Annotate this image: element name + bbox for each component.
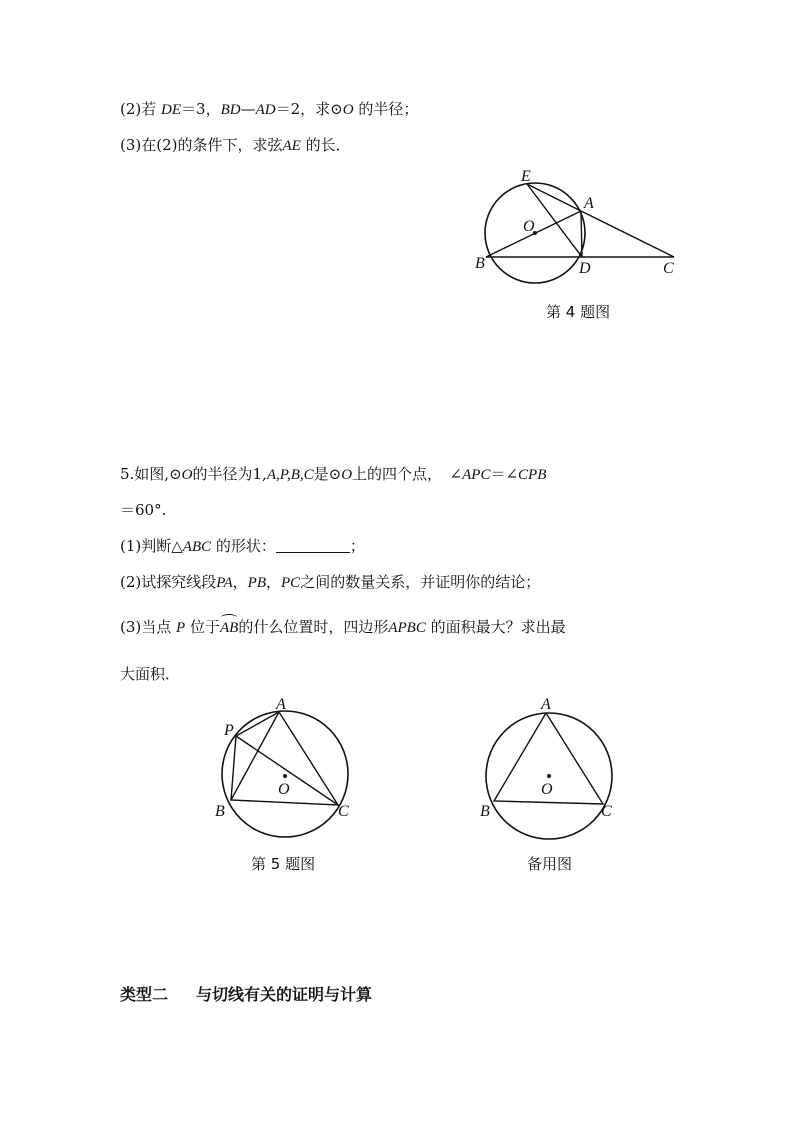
label-b: B xyxy=(215,803,225,820)
section-title: 与切线有关的证明与计算 xyxy=(196,985,373,1004)
text: (1)判断△ xyxy=(120,537,183,555)
text: BD xyxy=(220,102,241,118)
text: PB xyxy=(247,575,266,591)
label-c: C xyxy=(338,803,349,820)
label-c: C xyxy=(663,260,674,277)
label-a: A xyxy=(276,696,286,713)
label-b: B xyxy=(480,803,490,820)
text: 的面积最大？求出最 xyxy=(425,618,566,636)
text: 的形状： xyxy=(211,537,276,555)
text: ＝3， xyxy=(181,100,221,118)
text: 是⊙ xyxy=(313,465,342,483)
text: ABC xyxy=(182,539,212,555)
label-e: E xyxy=(521,168,531,185)
section-heading xyxy=(120,982,372,1005)
text: 的什么位置时，四边形 xyxy=(238,618,389,636)
text: CPB xyxy=(518,467,547,483)
text: (2)若 xyxy=(120,100,162,118)
text: P xyxy=(176,620,186,636)
q5-line2: ＝60°. xyxy=(120,501,167,519)
text: ＝∠ xyxy=(490,465,519,483)
text: DE xyxy=(161,102,182,118)
caption-fig4: 第 4 题图 xyxy=(546,303,611,321)
text: ， xyxy=(266,573,282,591)
text: O xyxy=(341,467,353,483)
label-b: B xyxy=(475,255,485,272)
label-p: P xyxy=(224,722,234,739)
text: 之间的数量关系，并证明你的结论； xyxy=(300,573,541,591)
arc-ab: AB xyxy=(219,620,239,636)
text: 上的四个点， ∠ xyxy=(352,465,463,483)
label-o: O xyxy=(541,781,553,798)
q5-part3b: 大面积． xyxy=(120,665,181,683)
text: A,P,B,C xyxy=(266,467,314,483)
text: 位于 xyxy=(185,618,220,636)
text: 的半径； xyxy=(353,100,419,118)
text: AD xyxy=(255,102,276,118)
text: 的长． xyxy=(300,136,351,154)
center-dot xyxy=(547,774,551,778)
label-o: O xyxy=(278,781,290,798)
text: APBC xyxy=(388,620,426,636)
label-o: O xyxy=(523,218,535,235)
text: 的半径为1, xyxy=(192,465,267,483)
caption-fig5: 第 5 题图 xyxy=(251,855,316,873)
text: ＝2，求⊙ xyxy=(275,100,343,118)
label-a: A xyxy=(584,195,594,212)
label-c: C xyxy=(601,803,612,820)
text: APC xyxy=(462,467,491,483)
text: ； xyxy=(349,537,365,555)
section-type: 类型二 xyxy=(120,985,169,1004)
text: O xyxy=(342,102,354,118)
caption-spare: 备用图 xyxy=(527,855,573,873)
text: — xyxy=(240,100,256,118)
text: AE xyxy=(282,138,301,154)
label-a: A xyxy=(541,696,551,713)
text: ， xyxy=(232,573,248,591)
text: O xyxy=(181,467,193,483)
text: (2)试探究线段 xyxy=(120,573,217,591)
label-d: D xyxy=(579,260,591,277)
text: (3)在(2)的条件下，求弦 xyxy=(120,136,283,154)
text: PA xyxy=(216,575,233,591)
text: PC xyxy=(281,575,301,591)
text: 5.如图,⊙ xyxy=(120,465,182,483)
text: (3)当点 xyxy=(120,618,177,636)
